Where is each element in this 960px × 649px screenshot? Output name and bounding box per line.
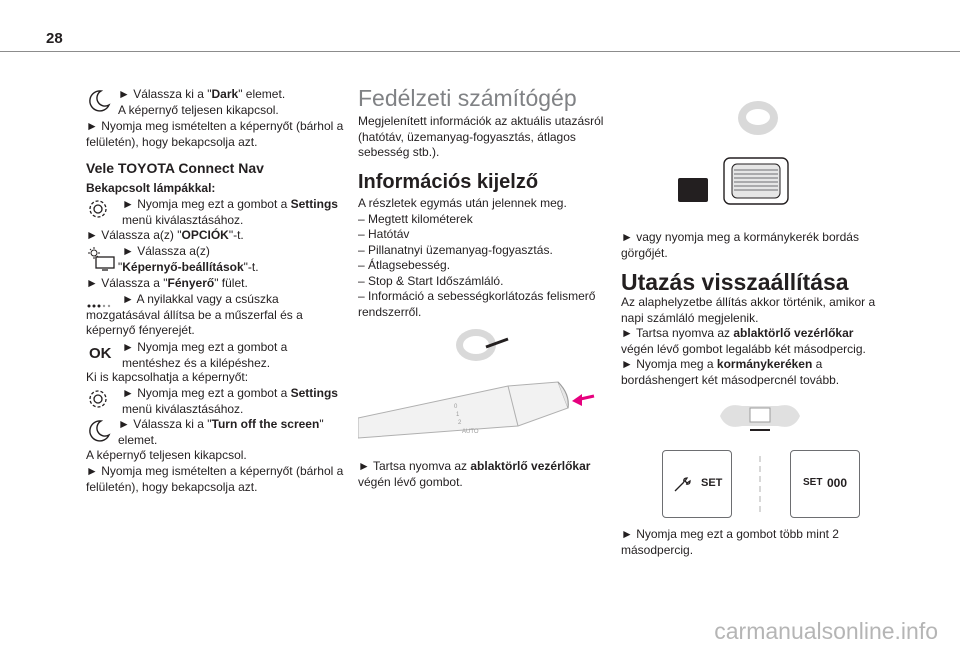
list-item: – Átlagsebesség.	[358, 258, 451, 272]
set-value: 000	[827, 476, 848, 490]
list-item: – Megtett kilométerek	[358, 211, 473, 226]
left-s3a: ► Válassza a(z)	[122, 244, 210, 258]
left-subheading: Bekapcsolt lámpákkal:	[86, 181, 216, 195]
moon-icon	[86, 88, 112, 119]
steering-wheel-icon	[736, 99, 780, 142]
steering-wheel-icon	[452, 325, 512, 370]
set-label: SET	[803, 477, 823, 488]
right-caption2: ► Nyomja meg ezt a gombot több mint 2 másodpercig.	[621, 527, 839, 557]
left-s9: ► Válassza ki a "Turn off the screen" elemet.	[118, 417, 324, 447]
left-p1b: A képernyő teljesen kikapcsol.	[118, 103, 279, 117]
left-p1: ► Válassza ki a "Dark" elemet.	[118, 87, 286, 101]
stalk-label: 0	[454, 404, 458, 410]
left-s4: ► Válassza a "Fényerő" fület.	[86, 276, 248, 290]
left-s3b: "Képernyő-beállítások"-t.	[118, 260, 259, 274]
middle-caption: ► Tartsa nyomva az ablaktörlő vezérlőkar végén lévő gombot.	[358, 459, 591, 489]
middle-list	[358, 196, 608, 320]
stalk-label: 1	[456, 412, 460, 418]
list-item: – Pillanatnyi üzemanyag-fogyasztás.	[358, 242, 553, 257]
right-p2: ► Tartsa nyomva az ablaktörlő vezérlőkar végén lévő gombot legalább két másodpercig.	[621, 326, 866, 356]
wiper-stalk-illustration	[358, 378, 608, 455]
stalk-label: AUTO	[462, 429, 479, 435]
left-s10: A képernyő teljesen kikapcsol.	[86, 448, 247, 462]
left-heading: Vele TOYOTA Connect Nav	[86, 160, 264, 176]
page-number: 28	[46, 30, 63, 47]
right-p3: ► Nyomja meg a kormánykeréken a bordáshengert két másodpercnél tovább.	[621, 357, 840, 387]
section-title: Fedélzeti számítógép	[358, 85, 577, 111]
dashboard-icon	[716, 396, 804, 441]
set-button[interactable]	[662, 450, 732, 518]
ok-icon: OK	[89, 345, 112, 362]
right-p1: Az alaphelyzetbe állítás akkor történik, amikor a napi számláló megjelenik.	[621, 295, 876, 325]
thumbwheel-icon	[676, 156, 796, 211]
set-000-button[interactable]	[790, 450, 860, 518]
moon-icon	[86, 418, 112, 449]
footer-watermark: carmanualsonline.info	[714, 618, 938, 644]
display-settings-icon	[86, 246, 116, 277]
divider-line	[758, 456, 762, 517]
left-s2: ► Válassza a(z) "OPCIÓK"-t.	[86, 228, 244, 242]
left-s11: ► Nyomja meg ismételten a képernyőt (bárhol a felületén), hogy bekapcsolja azt.	[86, 464, 344, 494]
wrench-icon	[673, 477, 693, 493]
left-s7: Ki is kapcsolhatja a képernyőt:	[86, 370, 249, 384]
middle-heading: Információs kijelző	[358, 171, 539, 193]
gear-icon	[87, 198, 109, 225]
left-s6: ► Nyomja meg ezt a gombot a mentéshez és a kilépéshez.	[122, 340, 288, 370]
set-label: SET	[701, 477, 723, 489]
gear-icon	[87, 388, 109, 415]
middle-desc: A részletek egymás után jelennek meg.	[358, 196, 567, 210]
left-s1: ► Nyomja meg ezt a gombot a Settings menü kiválasztásához.	[122, 197, 338, 227]
stalk-label: 2	[458, 420, 462, 426]
list-item: – Információ a sebességkorlátozás felismerő rendszerről.	[358, 289, 596, 319]
left-p1c: ► Nyomja meg ismételten a képernyőt (bárhol a felületén), hogy bekapcsolja azt.	[86, 119, 344, 149]
header-rule	[0, 51, 960, 52]
left-s5: ► A nyilakkal vagy a csúszka mozgatásával állítsa be a műszerfal és a képernyő fényerejét.	[86, 292, 303, 337]
right-heading: Utazás visszaállítása	[621, 269, 849, 295]
right-caption1: ► vagy nyomja meg a kormánykerék bordás görgőjét.	[621, 230, 859, 260]
middle-intro: Megjelenített információk az aktuális utazásról (hatótáv, üzemanyag-fogyasztás, átlagos sebesség stb.).	[358, 114, 604, 159]
list-item: – Stop & Start Időszámláló.	[358, 273, 504, 288]
left-s8: ► Nyomja meg ezt a gombot a Settings menü kiválasztásához.	[122, 386, 338, 416]
list-item: – Hatótáv	[358, 227, 410, 241]
